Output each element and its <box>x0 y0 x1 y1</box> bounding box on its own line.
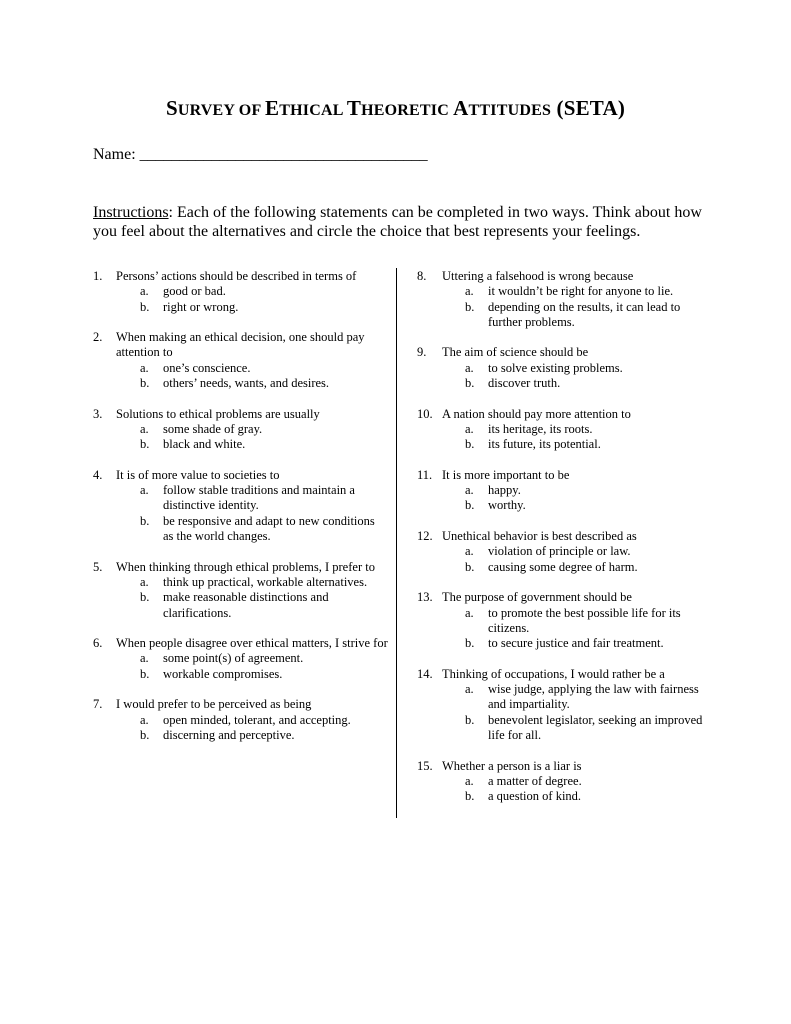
answer-option[interactable] <box>465 361 717 376</box>
question-item <box>93 468 388 544</box>
option-text: a matter of degree. <box>488 773 582 788</box>
question-stem: When making an ethical decision, one should pay attention to <box>116 330 365 360</box>
answer-option[interactable] <box>465 682 717 713</box>
answer-option[interactable] <box>140 376 388 391</box>
answer-option[interactable] <box>140 437 388 452</box>
option-letter: a. <box>465 544 474 559</box>
answer-option[interactable] <box>465 498 717 513</box>
question-number: 10. <box>417 406 433 421</box>
option-text: worthy. <box>488 498 526 513</box>
option-letter: b. <box>465 789 475 804</box>
instructions-text: : Each of the following statements can be completed in two ways. Think about how you feel about the alternatives and circle the choice that best represents your feelings. <box>93 204 702 240</box>
option-text: black and white. <box>163 437 246 452</box>
option-text: benevolent legislator, seeking an improved life for all. <box>488 712 703 742</box>
option-letter: a. <box>465 773 474 788</box>
option-text: think up practical, workable alternatives. <box>163 574 368 589</box>
option-letter: a. <box>140 360 149 375</box>
question-number: 15. <box>417 758 433 773</box>
question-stem: It is of more value to societies to <box>116 467 280 482</box>
option-text: its future, its potential. <box>488 437 601 452</box>
option-letter: b. <box>465 376 475 391</box>
question-stem: When thinking through ethical problems, I prefer to <box>116 559 375 574</box>
option-letter: b. <box>140 666 150 681</box>
option-text: causing some degree of harm. <box>488 559 638 574</box>
option-letter: b. <box>465 559 475 574</box>
title-text: E <box>265 96 280 120</box>
option-text: its heritage, its roots. <box>488 421 593 436</box>
question-item <box>93 407 388 453</box>
answer-option[interactable] <box>465 713 717 744</box>
option-text: workable compromises. <box>163 666 283 681</box>
option-letter: b. <box>140 513 150 528</box>
title-text: THICAL <box>279 102 347 119</box>
option-letter: a. <box>465 682 474 697</box>
question-item <box>93 330 388 391</box>
question-item <box>93 636 388 682</box>
option-text: open minded, tolerant, and accepting. <box>163 712 351 727</box>
answer-option[interactable] <box>465 606 717 637</box>
question-number: 7. <box>93 697 103 712</box>
option-letter: a. <box>140 712 149 727</box>
option-text: wise judge, applying the law with fairness and impartiality. <box>488 682 699 712</box>
question-stem: Uttering a falsehood is wrong because <box>442 269 634 283</box>
answer-option[interactable] <box>140 422 388 437</box>
option-text: one’s conscience. <box>163 360 251 375</box>
option-letter: b. <box>140 590 150 605</box>
question-stem: Unethical behavior is best described as <box>442 529 637 544</box>
title-text: S <box>165 96 178 120</box>
questions-left-column <box>93 269 388 759</box>
instructions-label: Instructions <box>93 204 169 221</box>
question-number: 12. <box>417 529 433 544</box>
option-text: be responsive and adapt to new conditions as the world changes. <box>163 513 375 544</box>
question-item <box>417 529 717 575</box>
answer-option[interactable] <box>140 361 388 376</box>
question-stem: A nation should pay more attention to <box>442 406 631 421</box>
option-text: good or bad. <box>163 284 226 299</box>
answer-option[interactable] <box>140 300 388 315</box>
option-letter: b. <box>465 299 475 314</box>
question-number: 3. <box>93 406 103 421</box>
answer-option[interactable] <box>465 774 717 789</box>
answer-option[interactable] <box>140 651 388 666</box>
option-letter: a. <box>140 421 149 436</box>
question-item <box>417 590 717 651</box>
option-letter: b. <box>465 636 475 651</box>
questions-right-column <box>417 269 717 820</box>
option-letter: b. <box>465 437 475 452</box>
title-text: URVEY OF <box>177 102 266 119</box>
name-field[interactable] <box>93 146 428 164</box>
option-letter: a. <box>140 574 149 589</box>
question-number: 14. <box>417 666 433 681</box>
question-item <box>417 759 717 805</box>
answer-option[interactable] <box>465 422 717 437</box>
answer-option[interactable] <box>140 514 388 545</box>
option-letter: a. <box>140 284 149 299</box>
option-text: depending on the results, it can lead to further problems. <box>488 299 681 329</box>
question-item <box>93 269 388 315</box>
question-number: 9. <box>417 345 427 360</box>
title-acronym: (SETA) <box>551 96 626 120</box>
answer-option[interactable] <box>465 284 717 299</box>
answer-option[interactable] <box>465 789 717 804</box>
title-text: HEORETIC <box>361 102 454 119</box>
answer-option[interactable] <box>465 636 717 651</box>
question-stem: Solutions to ethical problems are usually <box>116 406 320 421</box>
question-stem: When people disagree over ethical matters, I strive for <box>116 636 388 651</box>
title-text: A <box>453 96 469 120</box>
option-letter: b. <box>140 437 150 452</box>
page-title <box>0 96 791 121</box>
answer-option[interactable] <box>465 560 717 575</box>
option-letter: a. <box>140 483 149 498</box>
question-item <box>93 560 388 621</box>
option-letter: b. <box>140 376 150 391</box>
question-number: 8. <box>417 269 427 283</box>
name-label: Name: <box>93 146 140 163</box>
option-letter: a. <box>465 421 474 436</box>
option-letter: b. <box>465 498 475 513</box>
option-text: happy. <box>488 483 521 498</box>
question-number: 1. <box>93 269 103 283</box>
question-stem: The purpose of government should be <box>442 590 632 605</box>
option-text: right or wrong. <box>163 299 239 314</box>
option-text: to promote the best possible life for its citizens. <box>488 605 681 635</box>
option-text: discerning and perceptive. <box>163 727 295 742</box>
question-number: 2. <box>93 330 103 345</box>
option-text: to secure justice and fair treatment. <box>488 636 664 651</box>
question-item <box>417 468 717 514</box>
question-stem: Thinking of occupations, I would rather be a <box>442 666 665 681</box>
question-number: 4. <box>93 467 103 482</box>
question-item <box>417 345 717 391</box>
answer-option[interactable] <box>140 284 388 299</box>
option-letter: a. <box>465 360 474 375</box>
question-stem: Persons’ actions should be described in terms of <box>116 269 357 283</box>
question-stem: Whether a person is a liar is <box>442 758 582 773</box>
question-number: 5. <box>93 559 103 574</box>
option-text: follow stable traditions and maintain a distinctive identity. <box>163 483 355 513</box>
question-stem: The aim of science should be <box>442 345 589 360</box>
answer-option[interactable] <box>465 437 717 452</box>
question-item <box>417 407 717 453</box>
question-stem: I would prefer to be perceived as being <box>116 697 312 712</box>
answer-option[interactable] <box>140 667 388 682</box>
answer-option[interactable] <box>140 590 388 621</box>
answer-option[interactable] <box>140 575 388 590</box>
answer-option[interactable] <box>465 376 717 391</box>
option-text: discover truth. <box>488 376 561 391</box>
question-stem: It is more important to be <box>442 467 570 482</box>
option-text: some point(s) of agreement. <box>163 651 304 666</box>
option-letter: b. <box>140 727 150 742</box>
option-text: it wouldn’t be right for anyone to lie. <box>488 284 674 299</box>
name-blank[interactable]: ____________________________________ <box>139 146 428 163</box>
answer-option[interactable] <box>465 300 717 331</box>
question-item <box>93 697 388 743</box>
option-letter: a. <box>465 284 474 299</box>
option-text: make reasonable distinctions and clarifications. <box>163 590 329 620</box>
answer-option[interactable] <box>465 483 717 498</box>
option-text: a question of kind. <box>488 789 582 804</box>
question-number: 11. <box>417 467 433 482</box>
option-text: violation of principle or law. <box>488 544 631 559</box>
column-divider <box>396 268 397 818</box>
title-text: TTITUDES <box>468 102 552 119</box>
answer-option[interactable] <box>140 713 388 728</box>
option-letter: a. <box>465 483 474 498</box>
instructions <box>93 203 705 241</box>
option-text: others’ needs, wants, and desires. <box>163 376 330 391</box>
answer-option[interactable] <box>465 544 717 559</box>
option-letter: b. <box>140 299 150 314</box>
title-text: T <box>346 96 362 120</box>
question-number: 13. <box>417 590 433 605</box>
option-letter: a. <box>465 605 474 620</box>
option-text: to solve existing problems. <box>488 360 623 375</box>
answer-option[interactable] <box>140 728 388 743</box>
option-letter: b. <box>465 712 475 727</box>
answer-option[interactable] <box>140 483 388 514</box>
question-number: 6. <box>93 636 103 651</box>
question-item <box>417 667 717 743</box>
question-item <box>417 269 717 330</box>
option-letter: a. <box>140 651 149 666</box>
option-text: some shade of gray. <box>163 421 263 436</box>
